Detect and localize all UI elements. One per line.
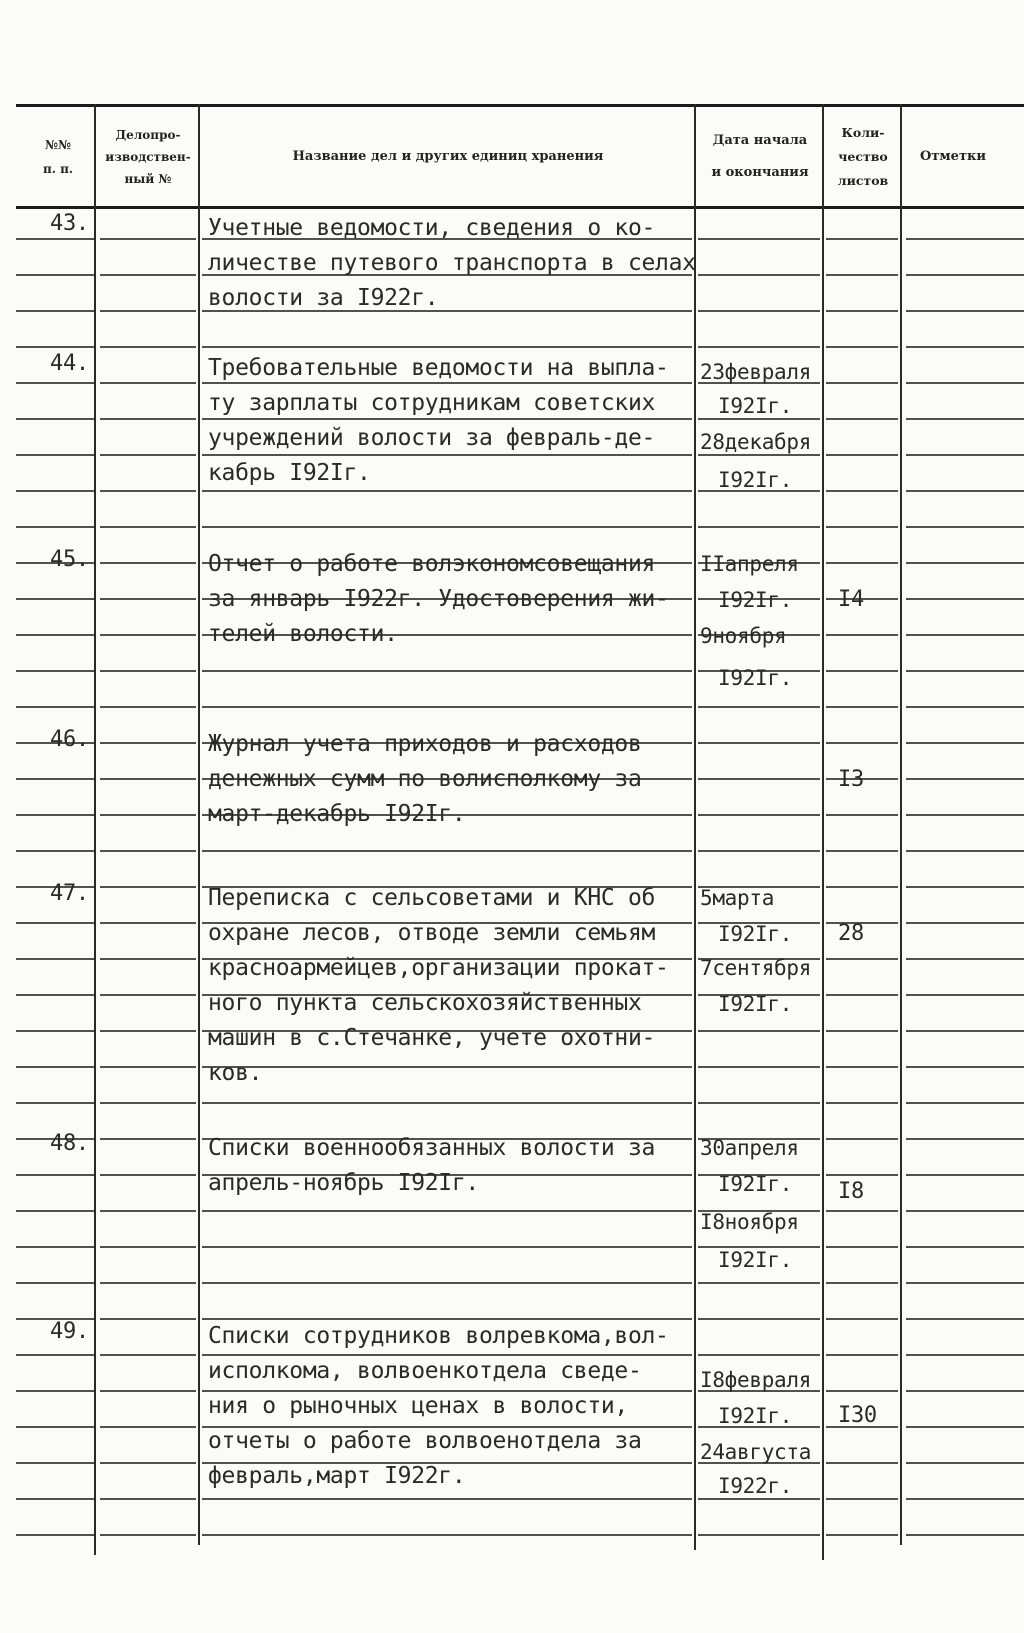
- ruled-line: [16, 1282, 94, 1284]
- ruled-line: [100, 994, 196, 996]
- ruled-line: [16, 1462, 94, 1464]
- ruled-line: [202, 1354, 692, 1356]
- ruled-line: [906, 274, 1024, 276]
- row-number: 43.: [50, 211, 89, 236]
- ruled-line: [698, 1354, 820, 1356]
- row-date: I92Iг.: [718, 666, 793, 690]
- ruled-line: [16, 670, 94, 672]
- row-date: I92Iг.: [718, 588, 793, 612]
- ruled-line: [698, 1102, 820, 1104]
- ruled-line: [906, 346, 1024, 348]
- row-sheet-count: 28: [838, 921, 864, 946]
- ruled-line: [202, 1534, 692, 1536]
- ruled-line: [698, 1030, 820, 1032]
- row-date: 5марта: [700, 886, 775, 910]
- ruled-line: [100, 1390, 196, 1392]
- ruled-line: [826, 706, 898, 708]
- ruled-line: [826, 274, 898, 276]
- row-title-line: денежных сумм по волисполкому за: [208, 766, 642, 792]
- row-title-line: февраль,март I922г.: [208, 1463, 466, 1489]
- column-rule: [900, 104, 902, 1545]
- ruled-line: [826, 526, 898, 528]
- column-rule: [694, 104, 696, 1550]
- row-title-line: телей волости.: [208, 621, 398, 647]
- ruled-line: [826, 454, 898, 456]
- ruled-line: [16, 850, 94, 852]
- ruled-line: [906, 382, 1024, 384]
- ruled-line: [906, 706, 1024, 708]
- row-date: I8февраля: [700, 1368, 812, 1392]
- header-bottom-rule: [16, 206, 1024, 209]
- ruled-line: [906, 1462, 1024, 1464]
- row-title-line: охране лесов, отводе земли семьям: [208, 920, 656, 946]
- row-title-line: красноармейцев,организации прокат-: [208, 955, 669, 981]
- ruled-line: [826, 490, 898, 492]
- ruled-line: [16, 1354, 94, 1356]
- ruled-line: [16, 922, 94, 924]
- ruled-line: [202, 1210, 692, 1212]
- ruled-line: [100, 1210, 196, 1212]
- ruled-line: [698, 742, 820, 744]
- ruled-line: [906, 526, 1024, 528]
- ruled-line: [826, 1498, 898, 1500]
- ruled-line: [698, 238, 820, 240]
- ruled-line: [906, 1138, 1024, 1140]
- ruled-line: [826, 1462, 898, 1464]
- row-title-line: машин в с.Стечанке, учете охотни-: [208, 1025, 656, 1051]
- ruled-line: [826, 1390, 898, 1392]
- row-number: 47.: [50, 881, 89, 906]
- header-col-title: Название дел и других единиц хранения: [292, 149, 604, 164]
- ruled-line: [698, 310, 820, 312]
- ruled-line: [906, 886, 1024, 888]
- ruled-line: [698, 274, 820, 276]
- ruled-line: [16, 382, 94, 384]
- row-date: 23февраля: [700, 360, 812, 384]
- row-date: I922г.: [718, 1474, 793, 1498]
- ruled-line: [906, 562, 1024, 564]
- ruled-line: [826, 742, 898, 744]
- row-date: I92Iг.: [718, 468, 793, 492]
- ruled-line: [100, 850, 196, 852]
- ruled-line: [202, 490, 692, 492]
- row-sheet-count: I30: [838, 1403, 877, 1428]
- row-title-line: личестве путевого транспорта в селах: [208, 250, 696, 276]
- ruled-line: [100, 454, 196, 456]
- ruled-line: [906, 1066, 1024, 1068]
- ruled-line: [906, 418, 1024, 420]
- ruled-line: [202, 850, 692, 852]
- ruled-line: [16, 994, 94, 996]
- ruled-line: [906, 958, 1024, 960]
- row-date: I92Iг.: [718, 394, 793, 418]
- column-rule: [94, 104, 96, 1555]
- ruled-line: [16, 1174, 94, 1176]
- ruled-line: [826, 346, 898, 348]
- ruled-line: [16, 346, 94, 348]
- ruled-line: [826, 1138, 898, 1140]
- ruled-line: [202, 1102, 692, 1104]
- ruled-line: [826, 1246, 898, 1248]
- row-sheet-count: I4: [838, 587, 864, 612]
- ruled-line: [16, 634, 94, 636]
- ruled-line: [16, 778, 94, 780]
- ruled-line: [698, 1282, 820, 1284]
- ruled-line: [16, 1102, 94, 1104]
- row-number: 45.: [50, 547, 89, 572]
- ruled-line: [906, 1030, 1024, 1032]
- ruled-line: [100, 1174, 196, 1176]
- ruled-line: [100, 1138, 196, 1140]
- row-number: 44.: [50, 351, 89, 376]
- ruled-line: [906, 994, 1024, 996]
- row-number: 48.: [50, 1131, 89, 1156]
- ruled-line: [826, 886, 898, 888]
- ruled-line: [100, 634, 196, 636]
- ruled-line: [906, 1390, 1024, 1392]
- ruled-line: [906, 1426, 1024, 1428]
- ruled-line: [16, 1210, 94, 1212]
- ruled-line: [826, 1354, 898, 1356]
- ruled-line: [100, 1534, 196, 1536]
- ruled-line: [202, 1282, 692, 1284]
- header-col-office-number: Делопро- изводствен- ный №: [105, 128, 191, 186]
- ruled-line: [826, 1030, 898, 1032]
- ruled-line: [100, 310, 196, 312]
- ruled-line: [906, 850, 1024, 852]
- row-date: I92Iг.: [718, 1248, 793, 1272]
- ruled-line: [826, 1174, 898, 1176]
- ruled-line: [202, 526, 692, 528]
- ruled-line: [16, 454, 94, 456]
- ruled-line: [906, 454, 1024, 456]
- row-date: 9ноября: [700, 624, 787, 648]
- ruled-line: [100, 418, 196, 420]
- row-title-line: Списки сотрудников волревкома,вол-: [208, 1323, 669, 1349]
- ruled-line: [202, 454, 692, 456]
- ruled-line: [698, 346, 820, 348]
- ruled-line: [826, 238, 898, 240]
- row-date: IIапреля: [700, 552, 799, 576]
- row-sheet-count: I8: [838, 1179, 864, 1204]
- ruled-line: [16, 958, 94, 960]
- ruled-line: [16, 238, 94, 240]
- ruled-line: [826, 382, 898, 384]
- ruled-line: [100, 958, 196, 960]
- ruled-line: [100, 490, 196, 492]
- row-title-line: волости за I922г.: [208, 285, 439, 311]
- ruled-line: [16, 1246, 94, 1248]
- row-number: 49.: [50, 1319, 89, 1344]
- ruled-line: [16, 1498, 94, 1500]
- row-title-line: Отчет о работе волэкономсовещания: [208, 551, 656, 577]
- row-title-line: ного пункта сельскохозяйственных: [208, 990, 642, 1016]
- row-title-line: Журнал учета приходов и расходов: [208, 731, 642, 757]
- row-title-line: Переписка с сельсоветами и КНС об: [208, 885, 656, 911]
- row-title-line: ков.: [208, 1060, 263, 1086]
- ruled-line: [826, 958, 898, 960]
- row-date: I92Iг.: [718, 922, 793, 946]
- ruled-line: [16, 274, 94, 276]
- ruled-line: [826, 418, 898, 420]
- column-rule: [198, 104, 200, 1545]
- row-title-line: Требовательные ведомости на выпла-: [208, 355, 669, 381]
- ruled-line: [826, 814, 898, 816]
- ruled-line: [100, 670, 196, 672]
- header-col-sheets: Коли- чество листов: [837, 125, 889, 188]
- row-title-line: ту зарплаты сотрудникам советских: [208, 390, 656, 416]
- row-title-line: март-декабрь I92Iг.: [208, 801, 466, 827]
- row-date: I92Iг.: [718, 1172, 793, 1196]
- ruled-line: [16, 1426, 94, 1428]
- ruled-line: [698, 1534, 820, 1536]
- ruled-line: [906, 1498, 1024, 1500]
- ruled-line: [906, 1210, 1024, 1212]
- row-title-line: апрель-ноябрь I92Iг.: [208, 1170, 479, 1196]
- ruled-line: [100, 1354, 196, 1356]
- column-rule: [822, 104, 824, 1560]
- ruled-line: [826, 670, 898, 672]
- header-col-dates: Дата начала и окончания: [711, 133, 809, 180]
- ruled-line: [906, 490, 1024, 492]
- ruled-line: [906, 1282, 1024, 1284]
- ruled-line: [100, 1462, 196, 1464]
- ruled-line: [202, 1066, 692, 1068]
- ruled-line: [100, 922, 196, 924]
- ruled-line: [100, 1102, 196, 1104]
- ruled-line: [16, 1390, 94, 1392]
- ruled-line: [906, 598, 1024, 600]
- ruled-line: [16, 1534, 94, 1536]
- ruled-line: [906, 778, 1024, 780]
- ruled-line: [16, 598, 94, 600]
- row-date: 30апреля: [700, 1136, 799, 1160]
- ruled-line: [16, 310, 94, 312]
- row-sheet-count: I3: [838, 767, 864, 792]
- ruled-line: [100, 1426, 196, 1428]
- ruled-line: [100, 1498, 196, 1500]
- ruled-line: [698, 814, 820, 816]
- ruled-line: [100, 238, 196, 240]
- ruled-line: [202, 382, 692, 384]
- ruled-line: [698, 1318, 820, 1320]
- ruled-line: [100, 526, 196, 528]
- row-title-line: Учетные ведомости, сведения о ко-: [208, 215, 656, 241]
- ruled-line: [202, 670, 692, 672]
- ruled-line: [826, 310, 898, 312]
- ruled-line: [202, 346, 692, 348]
- ruled-line: [698, 706, 820, 708]
- ruled-line: [826, 562, 898, 564]
- ruled-line: [906, 1102, 1024, 1104]
- ruled-line: [826, 1210, 898, 1212]
- row-title-line: за январь I922г. Удостоверения жи-: [208, 586, 669, 612]
- ruled-line: [202, 706, 692, 708]
- ruled-line: [100, 1282, 196, 1284]
- row-date: I92Iг.: [718, 1404, 793, 1428]
- row-title-line: исполкома, волвоенкотдела сведе-: [208, 1358, 642, 1384]
- row-date: I92Iг.: [718, 992, 793, 1016]
- ruled-line: [826, 1102, 898, 1104]
- ruled-line: [100, 814, 196, 816]
- ruled-line: [906, 634, 1024, 636]
- ruled-line: [906, 1354, 1024, 1356]
- ruled-line: [16, 490, 94, 492]
- ruled-line: [698, 778, 820, 780]
- ruled-line: [906, 1174, 1024, 1176]
- ruled-line: [826, 634, 898, 636]
- ruled-line: [826, 1066, 898, 1068]
- ruled-line: [698, 526, 820, 528]
- row-title-line: Списки военнообязанных волости за: [208, 1135, 656, 1161]
- row-title-line: кабрь I92Iг.: [208, 460, 371, 486]
- ruled-line: [826, 1318, 898, 1320]
- ruled-line: [16, 706, 94, 708]
- header-col-number: №№ п. п.: [42, 138, 74, 176]
- ruled-line: [202, 1318, 692, 1320]
- header-top-rule: [16, 104, 1024, 107]
- row-title-line: учреждений волости за февраль-де-: [208, 425, 656, 451]
- row-date: I8ноября: [700, 1210, 799, 1234]
- ruled-line: [100, 562, 196, 564]
- row-number: 46.: [50, 727, 89, 752]
- row-title-line: отчеты о работе волвоенотдела за: [208, 1428, 642, 1454]
- ruled-line: [826, 1534, 898, 1536]
- ruled-line: [100, 742, 196, 744]
- ruled-line: [16, 1066, 94, 1068]
- ruled-line: [100, 1318, 196, 1320]
- ruled-line: [202, 418, 692, 420]
- ruled-line: [100, 886, 196, 888]
- ruled-line: [16, 418, 94, 420]
- ruled-line: [826, 994, 898, 996]
- ruled-line: [100, 1246, 196, 1248]
- ruled-line: [16, 814, 94, 816]
- ruled-line: [100, 778, 196, 780]
- ruled-line: [906, 238, 1024, 240]
- ruled-line: [906, 1318, 1024, 1320]
- ruled-line: [906, 922, 1024, 924]
- ruled-line: [698, 1066, 820, 1068]
- ruled-line: [100, 1066, 196, 1068]
- ruled-line: [826, 850, 898, 852]
- ruled-line: [100, 346, 196, 348]
- row-date: 24августа: [700, 1440, 812, 1464]
- ruled-line: [906, 742, 1024, 744]
- ruled-line: [906, 310, 1024, 312]
- row-date: 7сентября: [700, 956, 812, 980]
- ruled-line: [16, 1030, 94, 1032]
- ruled-line: [100, 598, 196, 600]
- ruled-line: [906, 1534, 1024, 1536]
- ruled-line: [100, 274, 196, 276]
- row-title-line: ния о рыночных ценах в волости,: [208, 1393, 628, 1419]
- ruled-line: [100, 1030, 196, 1032]
- ruled-line: [826, 1282, 898, 1284]
- row-date: 28декабря: [700, 430, 812, 454]
- ruled-line: [202, 1498, 692, 1500]
- ruled-line: [906, 814, 1024, 816]
- ruled-line: [100, 706, 196, 708]
- ruled-line: [906, 670, 1024, 672]
- ruled-line: [100, 382, 196, 384]
- header-col-notes: Отметки: [920, 149, 987, 164]
- ruled-line: [16, 526, 94, 528]
- ruled-line: [202, 1246, 692, 1248]
- ruled-line: [906, 1246, 1024, 1248]
- ruled-line: [698, 850, 820, 852]
